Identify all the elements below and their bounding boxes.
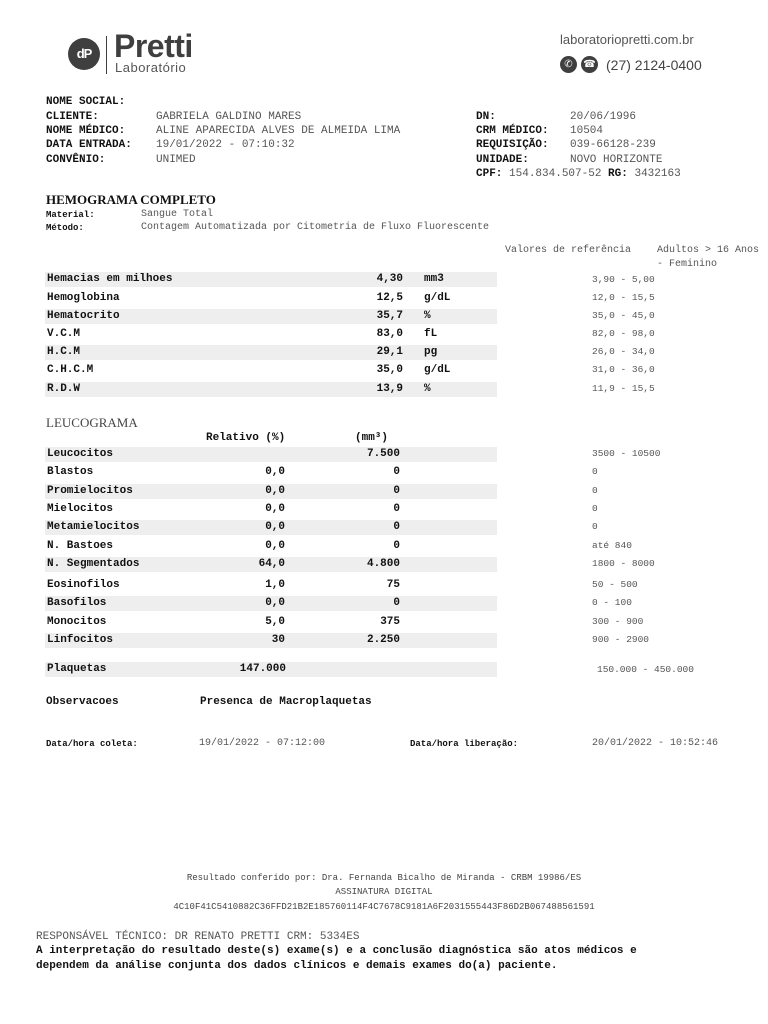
param-name: Hematocrito [47, 310, 120, 322]
param-name: H.C.M [47, 346, 81, 358]
leuco-rel: 0,0 [265, 521, 285, 533]
ref-value: até 840 [592, 540, 632, 551]
whatsapp-icon: ✆ [560, 56, 577, 73]
param-value: 13,9 [376, 383, 403, 395]
phone-contact [560, 56, 702, 73]
website-link[interactable]: laboratoriopretti.com.br [560, 32, 694, 47]
param-value: 29,1 [376, 346, 403, 358]
observacoes-label: Observacoes [46, 696, 119, 708]
param-value: 35,7 [376, 310, 403, 322]
param-unit: g/dL [424, 292, 451, 304]
leuco-name: N. Bastoes [47, 540, 114, 552]
convenio-value: UNIMED [156, 154, 196, 166]
param-name: R.D.W [47, 383, 81, 395]
cliente-value: GABRIELA GALDINO MARES [156, 111, 302, 123]
phone-number: (27) 2124-0400 [606, 56, 702, 73]
leuco-name: Mielocitos [47, 503, 114, 515]
table-row [45, 291, 497, 306]
assinatura-digital: ASSINATURA DIGITAL [335, 887, 433, 897]
leuco-abs: 4.800 [366, 558, 400, 570]
leuco-abs: 0 [393, 485, 400, 497]
metodo-value: Contagem Automatizada por Citometria de Fluxo Fluorescente [141, 222, 490, 233]
leuco-name: Metamielocitos [47, 521, 140, 533]
dn-label: DN: [476, 111, 496, 123]
leuco-name: Leucocitos [47, 448, 114, 460]
table-row [45, 363, 497, 378]
coleta-label: Data/hora coleta: [46, 739, 138, 749]
cpf-value: 154.834.507-52 [509, 168, 602, 180]
logo-mark: dP [68, 38, 100, 70]
leuco-abs: 2.250 [366, 634, 400, 646]
leuco-abs: 75 [386, 579, 400, 591]
leuco-abs: 0 [393, 540, 400, 552]
table-row [45, 502, 497, 517]
table-row [45, 539, 497, 554]
table-row [45, 345, 497, 360]
table-row [45, 662, 497, 677]
logo-divider [106, 36, 107, 74]
leuco-abs: 0 [393, 466, 400, 478]
cpf-rg-line [476, 168, 681, 180]
table-row [45, 327, 497, 342]
table-row [45, 596, 497, 611]
disclaimer-line-2: dependem da análise conjunta dos dados clínicos e demais exames do(a) paciente. [36, 960, 558, 972]
leuco-abs: 0 [393, 597, 400, 609]
ref-value: 1800 - 8000 [592, 558, 655, 569]
ref-group-2: - Feminino [657, 259, 718, 270]
param-name: V.C.M [47, 328, 81, 340]
liberacao-label: Data/hora liberação: [410, 739, 519, 749]
leuco-name: Promielocitos [47, 485, 133, 497]
plaquetas-name: Plaquetas [47, 663, 107, 675]
conferido-text: Resultado conferido por: Dra. Fernanda Bicalho de Miranda - CRBM 19986/ES [186, 873, 582, 883]
ref-value: 3500 - 10500 [592, 448, 661, 459]
leuco-rel: 0,0 [265, 540, 285, 552]
liberacao-value: 20/01/2022 - 10:52:46 [592, 738, 719, 749]
ref-value: 150.000 - 450.000 [597, 664, 694, 675]
leuco-rel: 0,0 [265, 597, 285, 609]
crm-label: CRM MÉDICO: [476, 125, 549, 137]
ref-value: 0 [592, 503, 598, 514]
ref-value: 82,0 - 98,0 [592, 328, 655, 339]
leuco-abs: 375 [380, 616, 400, 628]
leuco-name: Basofilos [47, 597, 107, 609]
param-unit: fL [424, 328, 438, 340]
rg-label: RG: [608, 168, 628, 180]
rg-value: 3432163 [634, 168, 681, 180]
leuco-rel: 1,0 [265, 579, 285, 591]
cpf-label: CPF: [476, 168, 503, 180]
coleta-value: 19/01/2022 - 07:12:00 [199, 738, 326, 749]
leuco-rel: 5,0 [265, 616, 285, 628]
param-name: C.H.C.M [47, 364, 94, 376]
param-name: Hemoglobina [47, 292, 120, 304]
cliente-label: CLIENTE: [46, 111, 99, 123]
observacoes-text: Presenca de Macroplaquetas [200, 696, 372, 708]
table-row [45, 615, 497, 630]
param-unit: % [424, 310, 431, 322]
entrada-value: 19/01/2022 - 07:10:32 [156, 139, 295, 151]
leuco-name: Eosinofilos [47, 579, 120, 591]
ref-value: 0 [592, 521, 598, 532]
leucograma-title: LEUCOGRAMA [46, 415, 138, 430]
param-unit: % [424, 383, 431, 395]
leuco-name: Monocitos [47, 616, 107, 628]
brand-name: Pretti [114, 28, 193, 64]
param-name: Hemacias em milhoes [47, 273, 173, 285]
col-absoluto: (mm³) [355, 432, 389, 444]
ref-header: Valores de referência [505, 245, 632, 256]
ref-value: 11,9 - 15,5 [592, 383, 655, 394]
table-row [45, 465, 497, 480]
requisicao-value: 039-66128-239 [570, 139, 656, 151]
ref-value: 3,90 - 5,00 [592, 274, 655, 285]
ref-value: 0 - 100 [592, 597, 632, 608]
material-label: Material: [46, 210, 95, 220]
ref-value: 35,0 - 45,0 [592, 310, 655, 321]
ref-value: 26,0 - 34,0 [592, 346, 655, 357]
table-row [45, 382, 497, 397]
disclaimer-line-1: A interpretação do resultado deste(s) exame(s) e a conclusão diagnóstica são atos médicos e [36, 945, 637, 957]
param-unit: pg [424, 346, 438, 358]
leuco-abs: 0 [393, 521, 400, 533]
ref-value: 0 [592, 485, 598, 496]
plaquetas-value: 147.000 [239, 663, 286, 675]
ref-value: 900 - 2900 [592, 634, 650, 645]
crm-value: 10504 [570, 125, 604, 137]
table-row [45, 633, 497, 648]
param-value: 83,0 [376, 328, 403, 340]
medico-label: NOME MÉDICO: [46, 125, 126, 137]
leuco-name: N. Segmentados [47, 558, 140, 570]
responsavel-tecnico: RESPONSÁVEL TÉCNICO: DR RENATO PRETTI CRM: 5334ES [36, 931, 360, 943]
convenio-label: CONVÊNIO: [46, 154, 106, 166]
ref-value: 31,0 - 36,0 [592, 364, 655, 375]
leuco-rel: 0,0 [265, 466, 285, 478]
table-row [45, 520, 497, 535]
material-value: Sangue Total [141, 209, 214, 220]
leuco-abs: 0 [393, 503, 400, 515]
phone-icon: ☎ [581, 56, 598, 73]
table-row [45, 272, 497, 287]
param-value: 4,30 [376, 273, 403, 285]
table-row [45, 447, 497, 462]
dn-value: 20/06/1996 [570, 111, 637, 123]
medico-value: ALINE APARECIDA ALVES DE ALMEIDA LIMA [156, 125, 401, 137]
ref-value: 12,0 - 15,5 [592, 292, 655, 303]
param-unit: mm3 [424, 273, 444, 285]
nome-social-label: NOME SOCIAL: [46, 96, 126, 108]
ref-value: 0 [592, 466, 598, 477]
leuco-name: Blastos [47, 466, 94, 478]
ref-value: 50 - 500 [592, 579, 638, 590]
table-row [45, 309, 497, 324]
leuco-abs: 7.500 [366, 448, 400, 460]
param-value: 12,5 [376, 292, 403, 304]
ref-group-1: Adultos > 16 Anos [657, 245, 760, 256]
table-row [45, 578, 497, 593]
brand-subtitle: Laboratório [115, 60, 187, 75]
unidade-value: NOVO HORIZONTE [570, 154, 663, 166]
entrada-label: DATA ENTRADA: [46, 139, 132, 151]
table-row [45, 484, 497, 499]
ref-value: 300 - 900 [592, 616, 644, 627]
leuco-rel: 0,0 [265, 503, 285, 515]
exam-title: HEMOGRAMA COMPLETO [46, 192, 216, 207]
col-relativo: Relativo (%) [206, 432, 286, 444]
leuco-rel: 64,0 [258, 558, 285, 570]
metodo-label: Método: [46, 223, 84, 233]
signature-hash: 4C10F41C5410882C36FFD21B2E185760114F4C7678C9181A6F2031555443F86D2B067488561591 [173, 902, 595, 912]
unidade-label: UNIDADE: [476, 154, 529, 166]
leuco-name: Linfocitos [47, 634, 114, 646]
requisicao-label: REQUISIÇÃO: [476, 139, 549, 151]
leuco-rel: 30 [271, 634, 285, 646]
table-row [45, 557, 497, 572]
param-unit: g/dL [424, 364, 451, 376]
leuco-rel: 0,0 [265, 485, 285, 497]
param-value: 35,0 [376, 364, 403, 376]
